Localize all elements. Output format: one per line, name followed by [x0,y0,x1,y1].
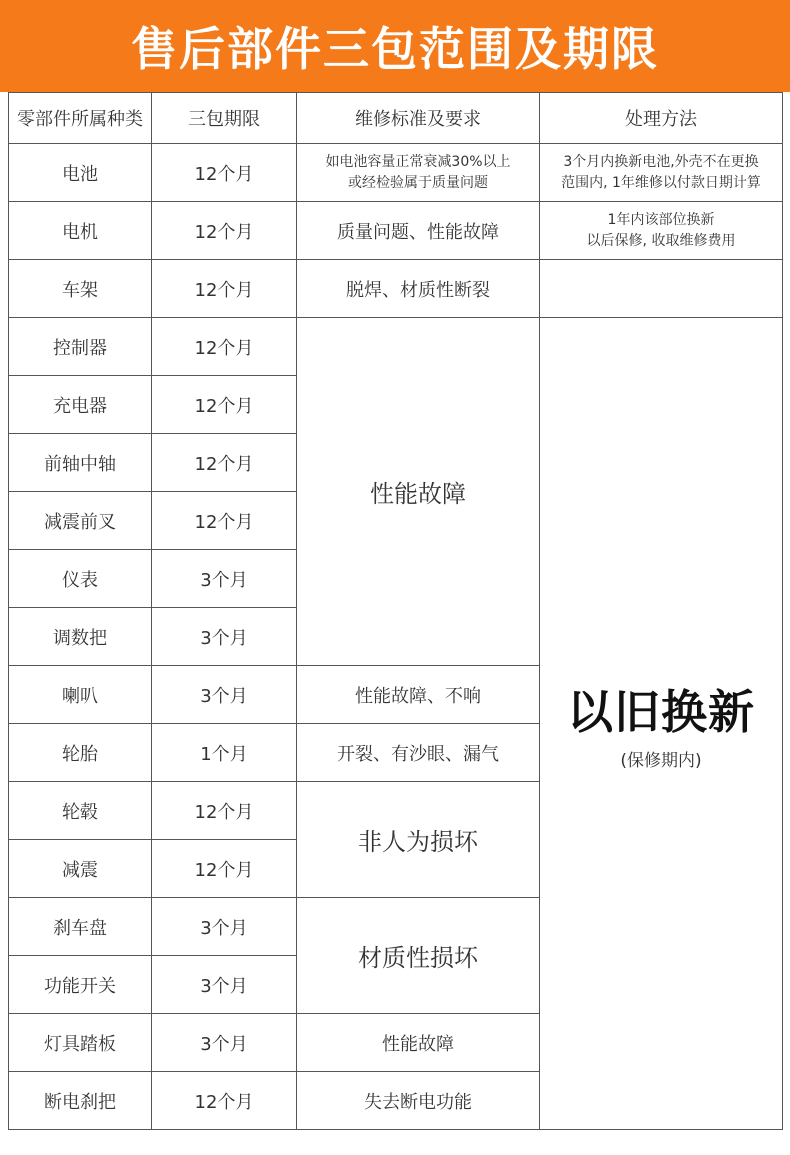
method-line: 1年内该部位换新 [607,211,715,228]
table-row [9,318,783,376]
part-name: 电池 [9,144,152,202]
warranty-period: 12个月 [152,492,297,550]
handling-method [540,202,783,260]
warranty-period: 3个月 [152,1014,297,1072]
handling-method [540,144,783,202]
part-name: 功能开关 [9,956,152,1014]
page-title: 售后部件三包范围及期限 [131,22,659,76]
method-line: 范围内, 1年维修以付款日期计算 [561,174,761,191]
warranty-period: 12个月 [152,144,297,202]
exchange-block [540,676,782,771]
page-title-banner [0,0,790,92]
repair-standard: 质量问题、性能故障 [297,202,540,260]
warranty-period: 12个月 [152,840,297,898]
header-period: 三包期限 [152,93,297,144]
repair-standard-group: 材质性损坏 [297,898,540,1014]
part-name: 断电刹把 [9,1072,152,1130]
table-row [9,202,783,260]
warranty-period: 12个月 [152,260,297,318]
method-line: 3个月内换新电池,外壳不在更换 [563,153,759,170]
exchange-main-text: 以旧换新 [567,685,755,739]
warranty-period: 3个月 [152,898,297,956]
part-name: 灯具踏板 [9,1014,152,1072]
repair-standard-group: 性能故障 [297,318,540,666]
repair-standard [297,144,540,202]
warranty-period: 12个月 [152,202,297,260]
part-name: 前轴中轴 [9,434,152,492]
warranty-period: 1个月 [152,724,297,782]
warranty-period: 3个月 [152,608,297,666]
repair-standard: 失去断电功能 [297,1072,540,1130]
warranty-period: 3个月 [152,666,297,724]
warranty-period: 12个月 [152,376,297,434]
table-row [9,260,783,318]
part-name: 电机 [9,202,152,260]
table-row [9,144,783,202]
part-name: 轮胎 [9,724,152,782]
part-name: 轮毂 [9,782,152,840]
repair-standard: 性能故障、不响 [297,666,540,724]
warranty-period: 3个月 [152,550,297,608]
repair-standard: 开裂、有沙眼、漏气 [297,724,540,782]
warranty-period: 12个月 [152,782,297,840]
part-name: 喇叭 [9,666,152,724]
header-standard: 维修标准及要求 [297,93,540,144]
warranty-table [8,92,783,1130]
part-name: 控制器 [9,318,152,376]
part-name: 充电器 [9,376,152,434]
header-method: 处理方法 [540,93,783,144]
part-name: 刹车盘 [9,898,152,956]
standard-line: 如电池容量正常衰减30%以上 [325,153,511,170]
warranty-period: 3个月 [152,956,297,1014]
method-line: 以后保修, 收取维修费用 [586,232,736,249]
standard-line: 或经检验属于质量问题 [348,174,488,191]
warranty-period: 12个月 [152,1072,297,1130]
repair-standard: 性能故障 [297,1014,540,1072]
handling-method [540,260,783,318]
part-name: 车架 [9,260,152,318]
part-name: 调数把 [9,608,152,666]
warranty-period: 12个月 [152,318,297,376]
part-name: 仪表 [9,550,152,608]
handling-method-group [540,318,783,1130]
repair-standard: 脱焊、材质性断裂 [297,260,540,318]
repair-standard-group: 非人为损坏 [297,782,540,898]
header-part-type: 零部件所属种类 [9,93,152,144]
warranty-period: 12个月 [152,434,297,492]
part-name: 减震 [9,840,152,898]
part-name: 减震前叉 [9,492,152,550]
exchange-sub-text: (保修期内) [620,751,702,771]
table-header-row [9,93,783,144]
